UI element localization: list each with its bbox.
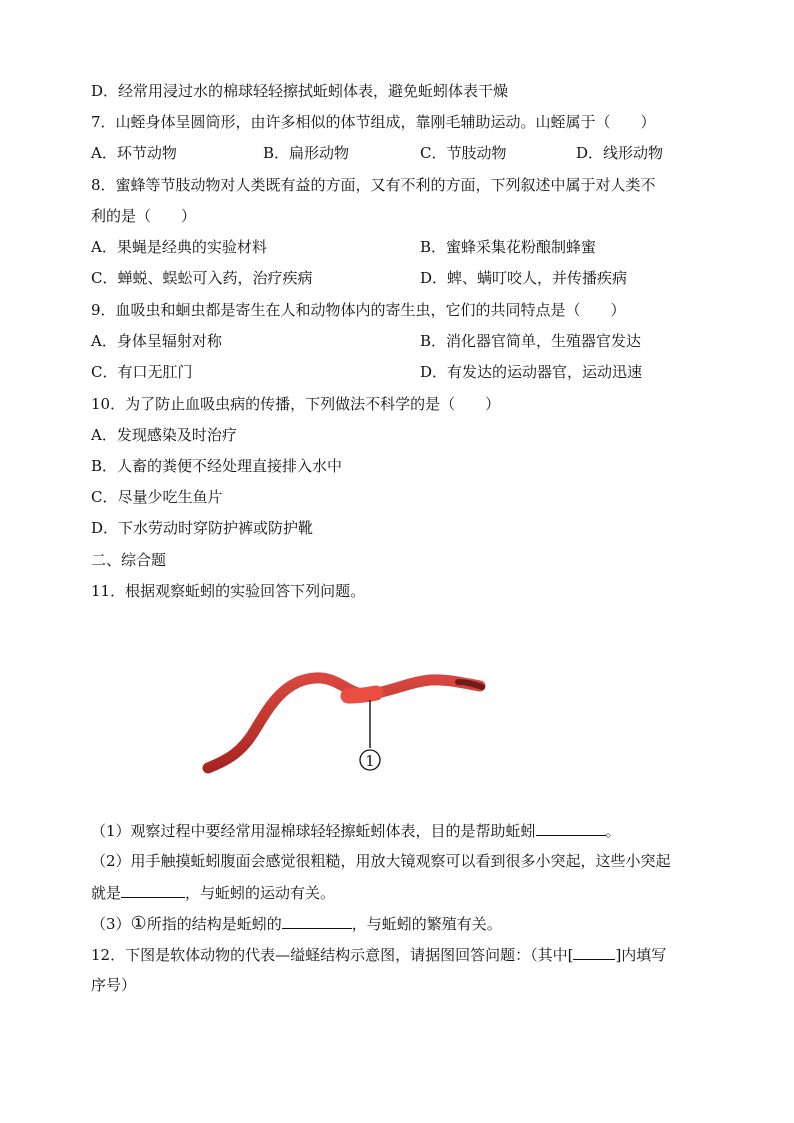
q12-post: ]内填写: [615, 946, 667, 964]
q6-option-d: D．经常用浸过水的棉球轻轻擦拭蚯蚓体表，避免蚯蚓体表干燥: [91, 82, 509, 100]
q7-option-a: A．环节动物: [91, 144, 177, 162]
answer-bracket-blank[interactable]: [573, 944, 615, 960]
q8-option-b: B．蜜蜂采集花粉酿制蜂蜜: [420, 238, 597, 256]
q8-option-c: C．蝉蜕、蜈蚣可入药，治疗疾病: [91, 269, 313, 287]
question-11: 11．根据观察蚯蚓的实验回答下列问题。: [91, 582, 366, 600]
q9-option-a: A．身体呈辐射对称: [91, 332, 222, 350]
q7-option-d: D．线形动物: [576, 144, 664, 162]
q11-part2-line1: （2）用手触摸蚯蚓腹面会感觉很粗糙，用放大镜观察可以看到很多小突起，这些小突起: [91, 852, 671, 870]
q12-pre: 12．下图是软体动物的代表—缢蛏结构示意图，请据图回答问题：（其中[: [91, 946, 574, 964]
section-heading: 二、综合题: [91, 551, 167, 569]
q10-option-c: C．尽量少吃生鱼片: [91, 488, 223, 506]
q7-option-b: B．扁形动物: [263, 144, 350, 162]
marker-reference: ①: [130, 913, 147, 934]
question-12-line2: 序号）: [91, 976, 137, 994]
question-12-line1: [91, 944, 666, 965]
q7-option-c: C．节肢动物: [420, 144, 507, 162]
q11-part2-pre: 就是: [91, 884, 122, 902]
q8-option-d: D．蜱、螨叮咬人，并传播疾病: [420, 269, 628, 287]
q9-option-b: B．消化器官简单，生殖器官发达: [420, 332, 642, 350]
answer-blank-3[interactable]: [282, 913, 352, 929]
q10-option-d: D．下水劳动时穿防护裤或防护靴: [91, 519, 314, 537]
q11-part3: [91, 913, 502, 934]
answer-blank-1[interactable]: [536, 820, 606, 836]
q11-part2-post: ，与蚯蚓的运动有关。: [185, 884, 336, 902]
q10-option-b: B．人畜的粪便不经处理直接排入水中: [91, 457, 343, 475]
answer-blank-2[interactable]: [121, 882, 185, 898]
earthworm-figure: [200, 660, 490, 780]
question-10: 10．为了防止血吸虫病的传播，下列做法不科学的是（ ）: [91, 395, 501, 413]
question-8-line2: 利的是（ ）: [91, 207, 197, 225]
q11-part1-end: 。: [605, 822, 621, 840]
question-8-line1: 8．蜜蜂等节肢动物对人类既有益的方面，又有不利的方面，下列叙述中属于对人类不: [91, 176, 656, 194]
earthworm-clitellum: [348, 693, 376, 696]
q11-part3-post: ，与蚯蚓的繁殖有关。: [351, 915, 502, 933]
q8-option-a: A．果蝇是经典的实验材料: [91, 238, 267, 256]
q9-option-d: D．有发达的运动器官，运动迅速: [420, 363, 643, 381]
q9-option-c: C．有口无肛门: [91, 363, 193, 381]
q10-option-a: A．发现感染及时治疗: [91, 426, 237, 444]
question-9: 9．血吸虫和蛔虫都是寄生在人和动物体内的寄生虫，它们的共同特点是（ ）: [91, 301, 626, 319]
q11-part3-pre: （3）: [91, 915, 131, 933]
question-7: 7．山蛭身体呈圆筒形，由许多相似的体节组成，靠刚毛辅助运动。山蛭属于（ ）: [91, 113, 656, 131]
q11-part1-text: （1）观察过程中要经常用湿棉球轻轻擦蚯蚓体表，目的是帮助蚯蚓: [91, 822, 536, 840]
q11-part3-mid: 所指的结构是蚯蚓的: [146, 915, 282, 933]
q11-part2-line2: [91, 882, 335, 903]
q11-part1: [91, 820, 621, 841]
marker-number: 1: [365, 752, 375, 770]
